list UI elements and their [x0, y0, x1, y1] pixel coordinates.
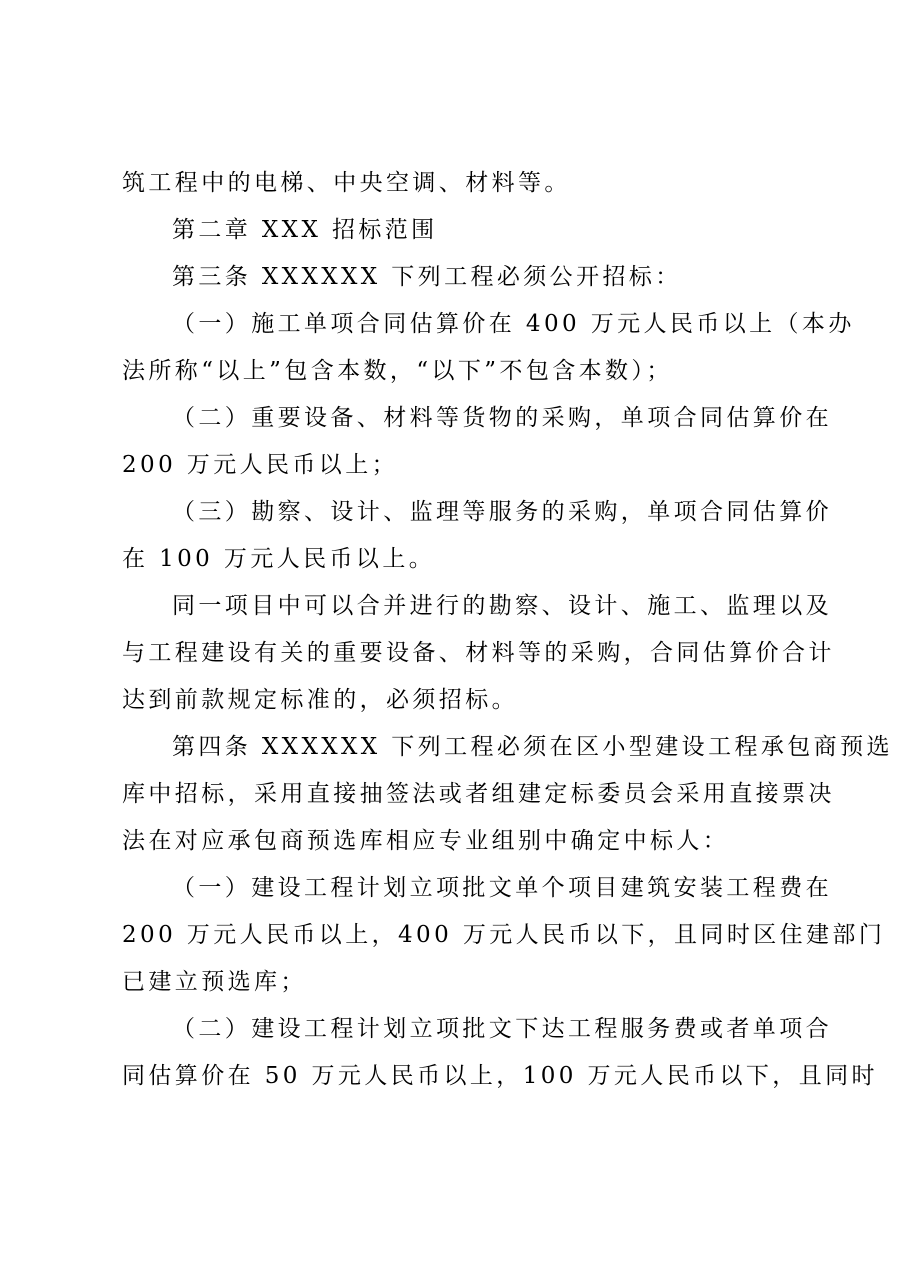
article-four-heading: 第四条 XXXXXX 下列工程必须在区小型建设工程承包商预选: [172, 734, 893, 760]
text-line: 法所称“以上”包含本数，“以下”不包含本数）；: [122, 358, 673, 384]
text-line: 筑工程中的电梯、中央空调、材料等。: [122, 170, 571, 196]
text-line: 200 万元人民币以上；: [122, 452, 399, 478]
text-line: 200 万元人民币以上，400 万元人民币以下，且同时区住建部门: [122, 922, 886, 948]
article-three-heading: 第三条 XXXXXX 下列工程必须公开招标：: [172, 264, 682, 290]
text-line: 同估算价在 50 万元人民币以上，100 万元人民币以下，且同时: [122, 1063, 878, 1089]
text-line: （二）重要设备、材料等货物的采购，单项合同估算价在: [172, 405, 832, 431]
text-line: （一）建设工程计划立项批文单个项目建筑安装工程费在: [172, 875, 832, 901]
text-line: 达到前款规定标准的，必须招标。: [122, 687, 518, 713]
text-line: 在 100 万元人民币以上。: [122, 546, 436, 572]
text-line: 与工程建设有关的重要设备、材料等的采购，合同估算价合计: [122, 640, 835, 666]
chapter-heading: 第二章 XXX 招标范围: [172, 217, 438, 243]
text-line: 已建立预选库；: [122, 969, 307, 995]
text-line: 法在对应承包商预选库相应专业组别中确定中标人：: [122, 828, 730, 854]
text-line: （三）勘察、设计、监理等服务的采购，单项合同估算价: [172, 499, 832, 525]
text-line: （一）施工单项合同估算价在 400 万元人民币以上（本办: [172, 311, 855, 337]
text-line: （二）建设工程计划立项批文下达工程服务费或者单项合: [172, 1016, 832, 1042]
text-line: 库中招标，采用直接抽签法或者组建定标委员会采用直接票决: [122, 781, 835, 807]
document-body: [122, 160, 893, 1100]
text-line: 同一项目中可以合并进行的勘察、设计、施工、监理以及: [172, 593, 832, 619]
